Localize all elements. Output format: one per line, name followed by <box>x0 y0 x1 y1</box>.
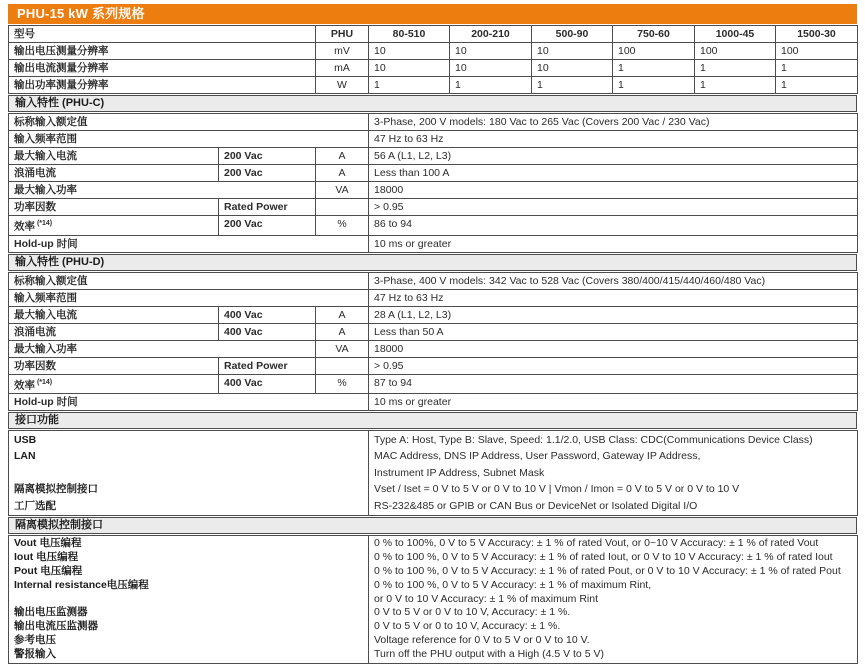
row-label: 功率因数 <box>9 199 219 216</box>
row-label: 最大输入电流 <box>9 148 219 165</box>
model-name-cell: 750-60 <box>613 26 695 43</box>
row-label: 输出电流测量分辨率 <box>9 60 316 77</box>
table-row <box>9 323 858 340</box>
table-row <box>9 43 858 60</box>
text-line: 0 % to 100 %, 0 V to 5 V Accuracy: ± 1 % of rated Pout, or 0 V to 10 V Accuracy: ± 1 % of rated Pout <box>374 564 841 577</box>
text-line: Vout 电压编程 <box>14 536 82 549</box>
row-value: 1 <box>450 77 532 94</box>
text-line: or 0 V to 10 V Accuracy: ± 1 % of maximum Rint <box>374 592 599 605</box>
row-unit: A <box>316 323 369 340</box>
superscript-note: (*14) <box>35 220 53 227</box>
text-line: Voltage reference for 0 V to 5 V or 0 V to 10 V. <box>374 634 590 647</box>
section-block-table <box>8 535 858 664</box>
row-condition: 200 Vac <box>219 148 316 165</box>
table-row <box>9 272 858 289</box>
table-row <box>9 199 858 216</box>
row-unit: W <box>316 77 369 94</box>
table-row <box>9 306 858 323</box>
table-row <box>9 182 858 199</box>
model-name-cell: 1500-30 <box>776 26 858 43</box>
text-line: Pout 电压编程 <box>14 564 83 577</box>
row-unit: % <box>316 216 369 236</box>
table-row <box>9 340 858 357</box>
text-line: Type A: Host, Type B: Slave, Speed: 1.1/2.0, USB Class: CDC(Communications Device Class) <box>374 434 813 446</box>
text-line: Turn off the PHU output with a High (4.5 V to 5 V) <box>374 648 604 661</box>
text-line: 工厂选配 <box>14 499 56 512</box>
models-table <box>8 25 858 94</box>
row-value: 100 <box>695 43 776 60</box>
row-value: 87 to 94 <box>369 374 858 394</box>
row-unit <box>316 357 369 374</box>
section-band: 接口功能 <box>8 412 857 429</box>
row-unit: VA <box>316 340 369 357</box>
table-row <box>9 131 858 148</box>
value-lines-cell <box>369 431 858 516</box>
label-lines-cell <box>9 535 369 663</box>
row-label: Hold-up 时间 <box>9 235 369 252</box>
section-block-table <box>8 430 858 516</box>
text-line: USB <box>14 434 37 446</box>
spec-tables-container <box>0 25 865 664</box>
row-condition: 200 Vac <box>219 216 316 236</box>
table-row <box>9 394 858 411</box>
row-unit <box>316 199 369 216</box>
row-value: 18000 <box>369 182 858 199</box>
section-band: 输入特性 (PHU-C) <box>8 95 857 112</box>
row-value: 1 <box>695 77 776 94</box>
row-condition: Rated Power <box>219 199 316 216</box>
text-line: Instrument IP Address, Subnet Mask <box>374 466 545 479</box>
text-line: Iout 电压编程 <box>14 550 79 563</box>
text-line: 警报输入 <box>14 648 56 661</box>
unit-col-header: PHU <box>316 26 369 43</box>
row-label: Hold-up 时间 <box>9 394 369 411</box>
model-col-label: 型号 <box>9 26 316 43</box>
text-line: RS-232&485 or GPIB or CAN Bus or DeviceNet or Isolated Digital I/O <box>374 499 698 512</box>
row-value: 100 <box>613 43 695 60</box>
table-row <box>9 148 858 165</box>
row-value: > 0.95 <box>369 357 858 374</box>
label-lines-cell <box>9 431 369 516</box>
row-label: 功率因数 <box>9 357 219 374</box>
row-label: 输入频率范围 <box>9 131 369 148</box>
row-value: 1 <box>776 60 858 77</box>
row-value: 3-Phase, 200 V models: 180 Vac to 265 Vac (Covers 200 Vac / 230 Vac) <box>369 114 858 131</box>
row-value: 10 <box>450 60 532 77</box>
table-header-row <box>9 26 858 43</box>
text-line: MAC Address, DNS IP Address, User Password, Gateway IP Address, <box>374 450 701 463</box>
table-row <box>9 216 858 236</box>
text-line: 0 V to 5 V or 0 V to 10 V, Accuracy: ± 1 %. <box>374 606 571 619</box>
row-value: 10 <box>369 43 450 60</box>
model-name-cell: 1000-45 <box>695 26 776 43</box>
table-row <box>9 235 858 252</box>
row-value: 1 <box>613 60 695 77</box>
row-value: 56 A (L1, L2, L3) <box>369 148 858 165</box>
row-value: 10 ms or greater <box>369 235 858 252</box>
model-name-cell: 200-210 <box>450 26 532 43</box>
text-line: Internal resistance电压编程 <box>14 578 149 591</box>
row-unit: VA <box>316 182 369 199</box>
row-condition: 200 Vac <box>219 165 316 182</box>
row-value: 1 <box>613 77 695 94</box>
row-label: 最大输入电流 <box>9 306 219 323</box>
row-label: 输出功率测量分辨率 <box>9 77 316 94</box>
row-unit: mA <box>316 60 369 77</box>
text-line: 0 V to 5 V or 0 to 10 V, Accuracy: ± 1 %. <box>374 620 561 633</box>
row-label: 浪涌电流 <box>9 323 219 340</box>
text-line: 0 % to 100 %, 0 V to 5 V Accuracy: ± 1 % of maximum Rint, <box>374 578 652 591</box>
row-value: 10 <box>532 43 613 60</box>
page-title: PHU-15 kW 系列规格 <box>8 4 857 24</box>
row-unit: A <box>316 148 369 165</box>
section-band: 输入特性 (PHU-D) <box>8 254 857 271</box>
row-label: 效率 $^{(*14)}$ <box>9 216 219 236</box>
row-value: 1 <box>776 77 858 94</box>
row-label: 标称输入额定值 <box>9 114 369 131</box>
row-value: 28 A (L1, L2, L3) <box>369 306 858 323</box>
model-name-cell: 500-90 <box>532 26 613 43</box>
row-label: 效率 $^{(*14)}$ <box>9 374 219 394</box>
table-row <box>9 60 858 77</box>
text-line <box>14 465 363 481</box>
row-unit: A <box>316 165 369 182</box>
text-line: LAN <box>14 450 36 463</box>
value-lines-cell <box>369 535 858 663</box>
row-condition: 400 Vac <box>219 374 316 394</box>
row-value: 10 <box>450 43 532 60</box>
table-row <box>9 431 858 516</box>
row-condition: 400 Vac <box>219 323 316 340</box>
row-value: 10 <box>369 60 450 77</box>
row-label: 浪涌电流 <box>9 165 219 182</box>
row-condition: 400 Vac <box>219 306 316 323</box>
text-line: 隔离模拟控制接口 <box>14 483 98 496</box>
text-line: 输出电流压监测器 <box>14 620 98 633</box>
spec-sheet-page <box>0 4 865 661</box>
row-value: 100 <box>776 43 858 60</box>
table-row <box>9 289 858 306</box>
row-condition: Rated Power <box>219 357 316 374</box>
table-row <box>9 165 858 182</box>
row-value: 3-Phase, 400 V models: 342 Vac to 528 Vac (Covers 380/400/415/440/460/480 Vac) <box>369 272 858 289</box>
row-value: 47 Hz to 63 Hz <box>369 289 858 306</box>
row-unit: % <box>316 374 369 394</box>
row-value: 47 Hz to 63 Hz <box>369 131 858 148</box>
row-value: 1 <box>532 77 613 94</box>
row-label: 标称输入额定值 <box>9 272 369 289</box>
row-unit: A <box>316 306 369 323</box>
section-table <box>8 113 858 253</box>
table-row <box>9 374 858 394</box>
table-row <box>9 535 858 663</box>
section-table <box>8 272 858 412</box>
text-line: 输出电压监测器 <box>14 606 88 619</box>
row-value: Less than 100 A <box>369 165 858 182</box>
text-line: 参考电压 <box>14 634 56 647</box>
row-unit: mV <box>316 43 369 60</box>
table-row <box>9 77 858 94</box>
row-value: Less than 50 A <box>369 323 858 340</box>
model-name-cell: 80-510 <box>369 26 450 43</box>
row-label: 最大输入功率 <box>9 340 316 357</box>
table-row <box>9 357 858 374</box>
text-line: Vset / Iset = 0 V to 5 V or 0 V to 10 V | Vmon / Imon = 0 V to 5 V or 0 V to 10 V <box>374 483 740 496</box>
section-band: 隔离模拟控制接口 <box>8 517 857 534</box>
text-line: 0 % to 100 %, 0 V to 5 V Accuracy: ± 1 % of rated Iout, or 0 V to 10 V Accuracy: ± 1 % of rated Iout <box>374 550 833 563</box>
table-row <box>9 114 858 131</box>
row-value: 10 ms or greater <box>369 394 858 411</box>
row-label: 输出电压测量分辨率 <box>9 43 316 60</box>
row-value: 1 <box>369 77 450 94</box>
text-line: 0 % to 100%, 0 V to 5 V Accuracy: ± 1 % of rated Vout, or 0~10 V Accuracy: ± 1 % of rated Vout <box>374 536 819 549</box>
text-line <box>14 593 363 607</box>
row-label: 最大输入功率 <box>9 182 316 199</box>
row-value: 18000 <box>369 340 858 357</box>
row-label: 输入频率范围 <box>9 289 369 306</box>
row-value: 1 <box>695 60 776 77</box>
row-value: 86 to 94 <box>369 216 858 236</box>
row-value: > 0.95 <box>369 199 858 216</box>
row-value: 10 <box>532 60 613 77</box>
superscript-note: (*14) <box>35 378 53 386</box>
